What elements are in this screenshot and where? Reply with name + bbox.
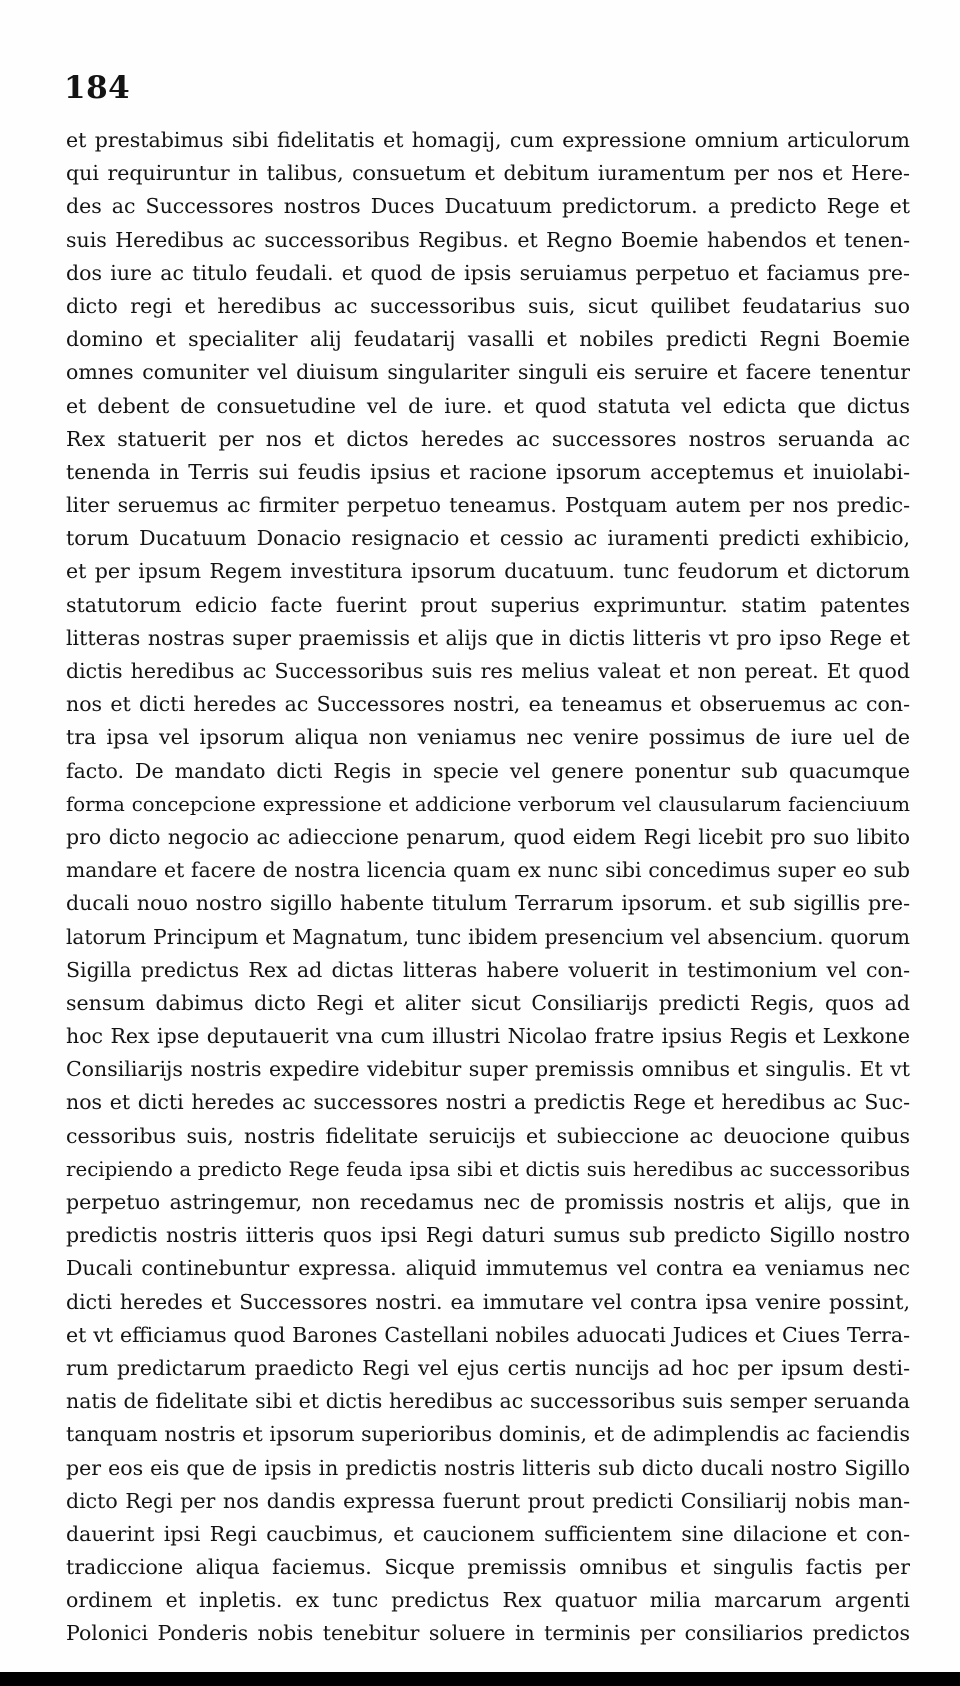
text-line: tra ipsa vel ipsorum aliqua non veniamus nec venire possimus de iure uel de [66, 725, 910, 750]
body-text [66, 124, 910, 1651]
text-line: facto. De mandato dicti Regis in specie vel genere ponentur sub quacumque [66, 758, 910, 783]
text-line: nos et dicti heredes ac successores nostri a predictis Rege et heredibus ac Suc- [66, 1090, 910, 1115]
text-line: recipiendo a predicto Rege feuda ipsa sibi et dictis suis heredibus ac successoribus [66, 1157, 910, 1181]
text-line: dicto Regi per nos dandis expressa fuerunt prout predicti Consiliarij nobis man- [66, 1488, 910, 1513]
text-line: torum Ducatuum Donacio resignacio et cessio ac iuramenti predicti exhibicio, [66, 526, 910, 551]
text-line: dauerint ipsi Regi caucbimus, et caucionem sufficientem sine dilacione et con- [66, 1521, 910, 1546]
text-line: tenenda in Terris sui feudis ipsius et racione ipsorum acceptemus et inuiolabi- [66, 459, 910, 484]
text-line: Sigilla predictus Rex ad dictas litteras habere voluerit in testimonium vel con- [66, 957, 910, 982]
text-line: dicto regi et heredibus ac successoribus suis, sicut quilibet feudatarius suo [66, 293, 910, 318]
text-line: statutorum edicio facte fuerint prout superius exprimuntur. statim patentes [66, 592, 910, 617]
text-line: et per ipsum Regem investitura ipsorum ducatuum. tunc feudorum et dictorum [66, 559, 910, 584]
text-line: predictis nostris iitteris quos ipsi Regi daturi sumus sub predicto Sigillo nostro [66, 1223, 910, 1248]
text-line: mandare et facere de nostra licencia quam ex nunc sibi concedimus super eo sub [66, 858, 910, 883]
text-line: perpetuo astringemur, non recedamus nec de promissis nostris et alijs, que in [66, 1190, 910, 1214]
page-number: 184 [64, 70, 131, 106]
text-line: pro dicto negocio ac adieccione penarum, quod eidem Regi licebit pro suo libito [66, 824, 910, 849]
text-line: per eos eis que de ipsis in predictis nostris litteris sub dicto ducali nostro Sigillo [66, 1455, 910, 1480]
text-line: dicti heredes et Successores nostri. ea immutare vel contra ipsa venire possint, [66, 1289, 910, 1314]
text-line: tradiccione aliqua faciemus. Sicque premissis omnibus et singulis factis per [66, 1555, 910, 1580]
text-line: natis de fidelitate sibi et dictis heredibus ac successoribus suis semper seruanda [66, 1389, 910, 1414]
text-line: dictis heredibus ac Successoribus suis res melius valeat et non pereat. Et quod [66, 659, 910, 683]
text-line: tanquam nostris et ipsorum superioribus dominis, et de adimplendis ac faciendis [66, 1422, 910, 1447]
text-line: Rex statuerit per nos et dictos heredes ac successores nostros seruanda ac [66, 426, 910, 451]
text-line: forma concepcione expressione et addicione verborum vel clausularum facienciuum [66, 792, 910, 816]
text-line: des ac Successores nostros Duces Ducatuum predictorum. a predicto Rege et [66, 194, 910, 219]
text-line: et prestabimus sibi fidelitatis et homagij, cum expressione omnium articulorum [66, 128, 910, 152]
text-line: dos iure ac titulo feudali. et quod de ipsis seruiamus perpetuo et faciamus pre- [66, 260, 910, 285]
text-line: ducali nouo nostro sigillo habente titulum Terrarum ipsorum. et sub sigillis pre- [66, 891, 910, 916]
text-line: cessoribus suis, nostris fidelitate seruicijs et subieccione ac deuocione quibus [66, 1123, 910, 1148]
text-line: latorum Principum et Magnatum, tunc ibidem presencium vel absencium. quorum [66, 924, 910, 949]
text-line: qui requiruntur in talibus, consuetum et debitum iuramentum per nos et Here- [66, 161, 910, 186]
text-line: litteras nostras super praemissis et alijs que in dictis litteris vt pro ipso Rege et [66, 625, 910, 650]
text-line: domino et specialiter alij feudatarij vasalli et nobiles predicti Regni Boemie [66, 327, 910, 352]
text-line: nos et dicti heredes ac Successores nostri, ea teneamus et obseruemus ac con- [66, 692, 910, 717]
text-line: et debent de consuetudine vel de iure. et quod statuta vel edicta que dictus [66, 393, 910, 418]
text-line: omnes comuniter vel diuisum singulariter singuli eis seruire et facere tenentur [66, 360, 910, 385]
bottom-border [0, 1672, 960, 1686]
text-line: rum predictarum praedicto Regi vel ejus certis nuncijs ad hoc per ipsum desti- [66, 1355, 910, 1380]
text-line: sensum dabimus dicto Regi et aliter sicut Consiliarijs predicti Regis, quos ad [66, 990, 910, 1015]
text-line: Polonici Ponderis nobis tenebitur soluere in terminis per consiliarios predictos [66, 1621, 910, 1646]
text-line: liter seruemus ac firmiter perpetuo teneamus. Postquam autem per nos predic- [66, 493, 910, 518]
text-line: Consiliarijs nostris expedire videbitur super premissis omnibus et singulis. Et vt [66, 1057, 910, 1082]
text-line: ordinem et inpletis. ex tunc predictus Rex quatuor milia marcarum argenti [66, 1588, 910, 1613]
text-line: hoc Rex ipse deputauerit vna cum illustri Nicolao fratre ipsius Regis et Lexkone [66, 1024, 910, 1049]
text-line: et vt efficiamus quod Barones Castellani nobiles aduocati Judices et Ciues Terra- [66, 1322, 910, 1347]
text-line: suis Heredibus ac successoribus Regibus. et Regno Boemie habendos et tenen- [66, 227, 910, 252]
text-line: Ducali continebuntur expressa. aliquid immutemus vel contra ea veniamus nec [66, 1256, 910, 1281]
